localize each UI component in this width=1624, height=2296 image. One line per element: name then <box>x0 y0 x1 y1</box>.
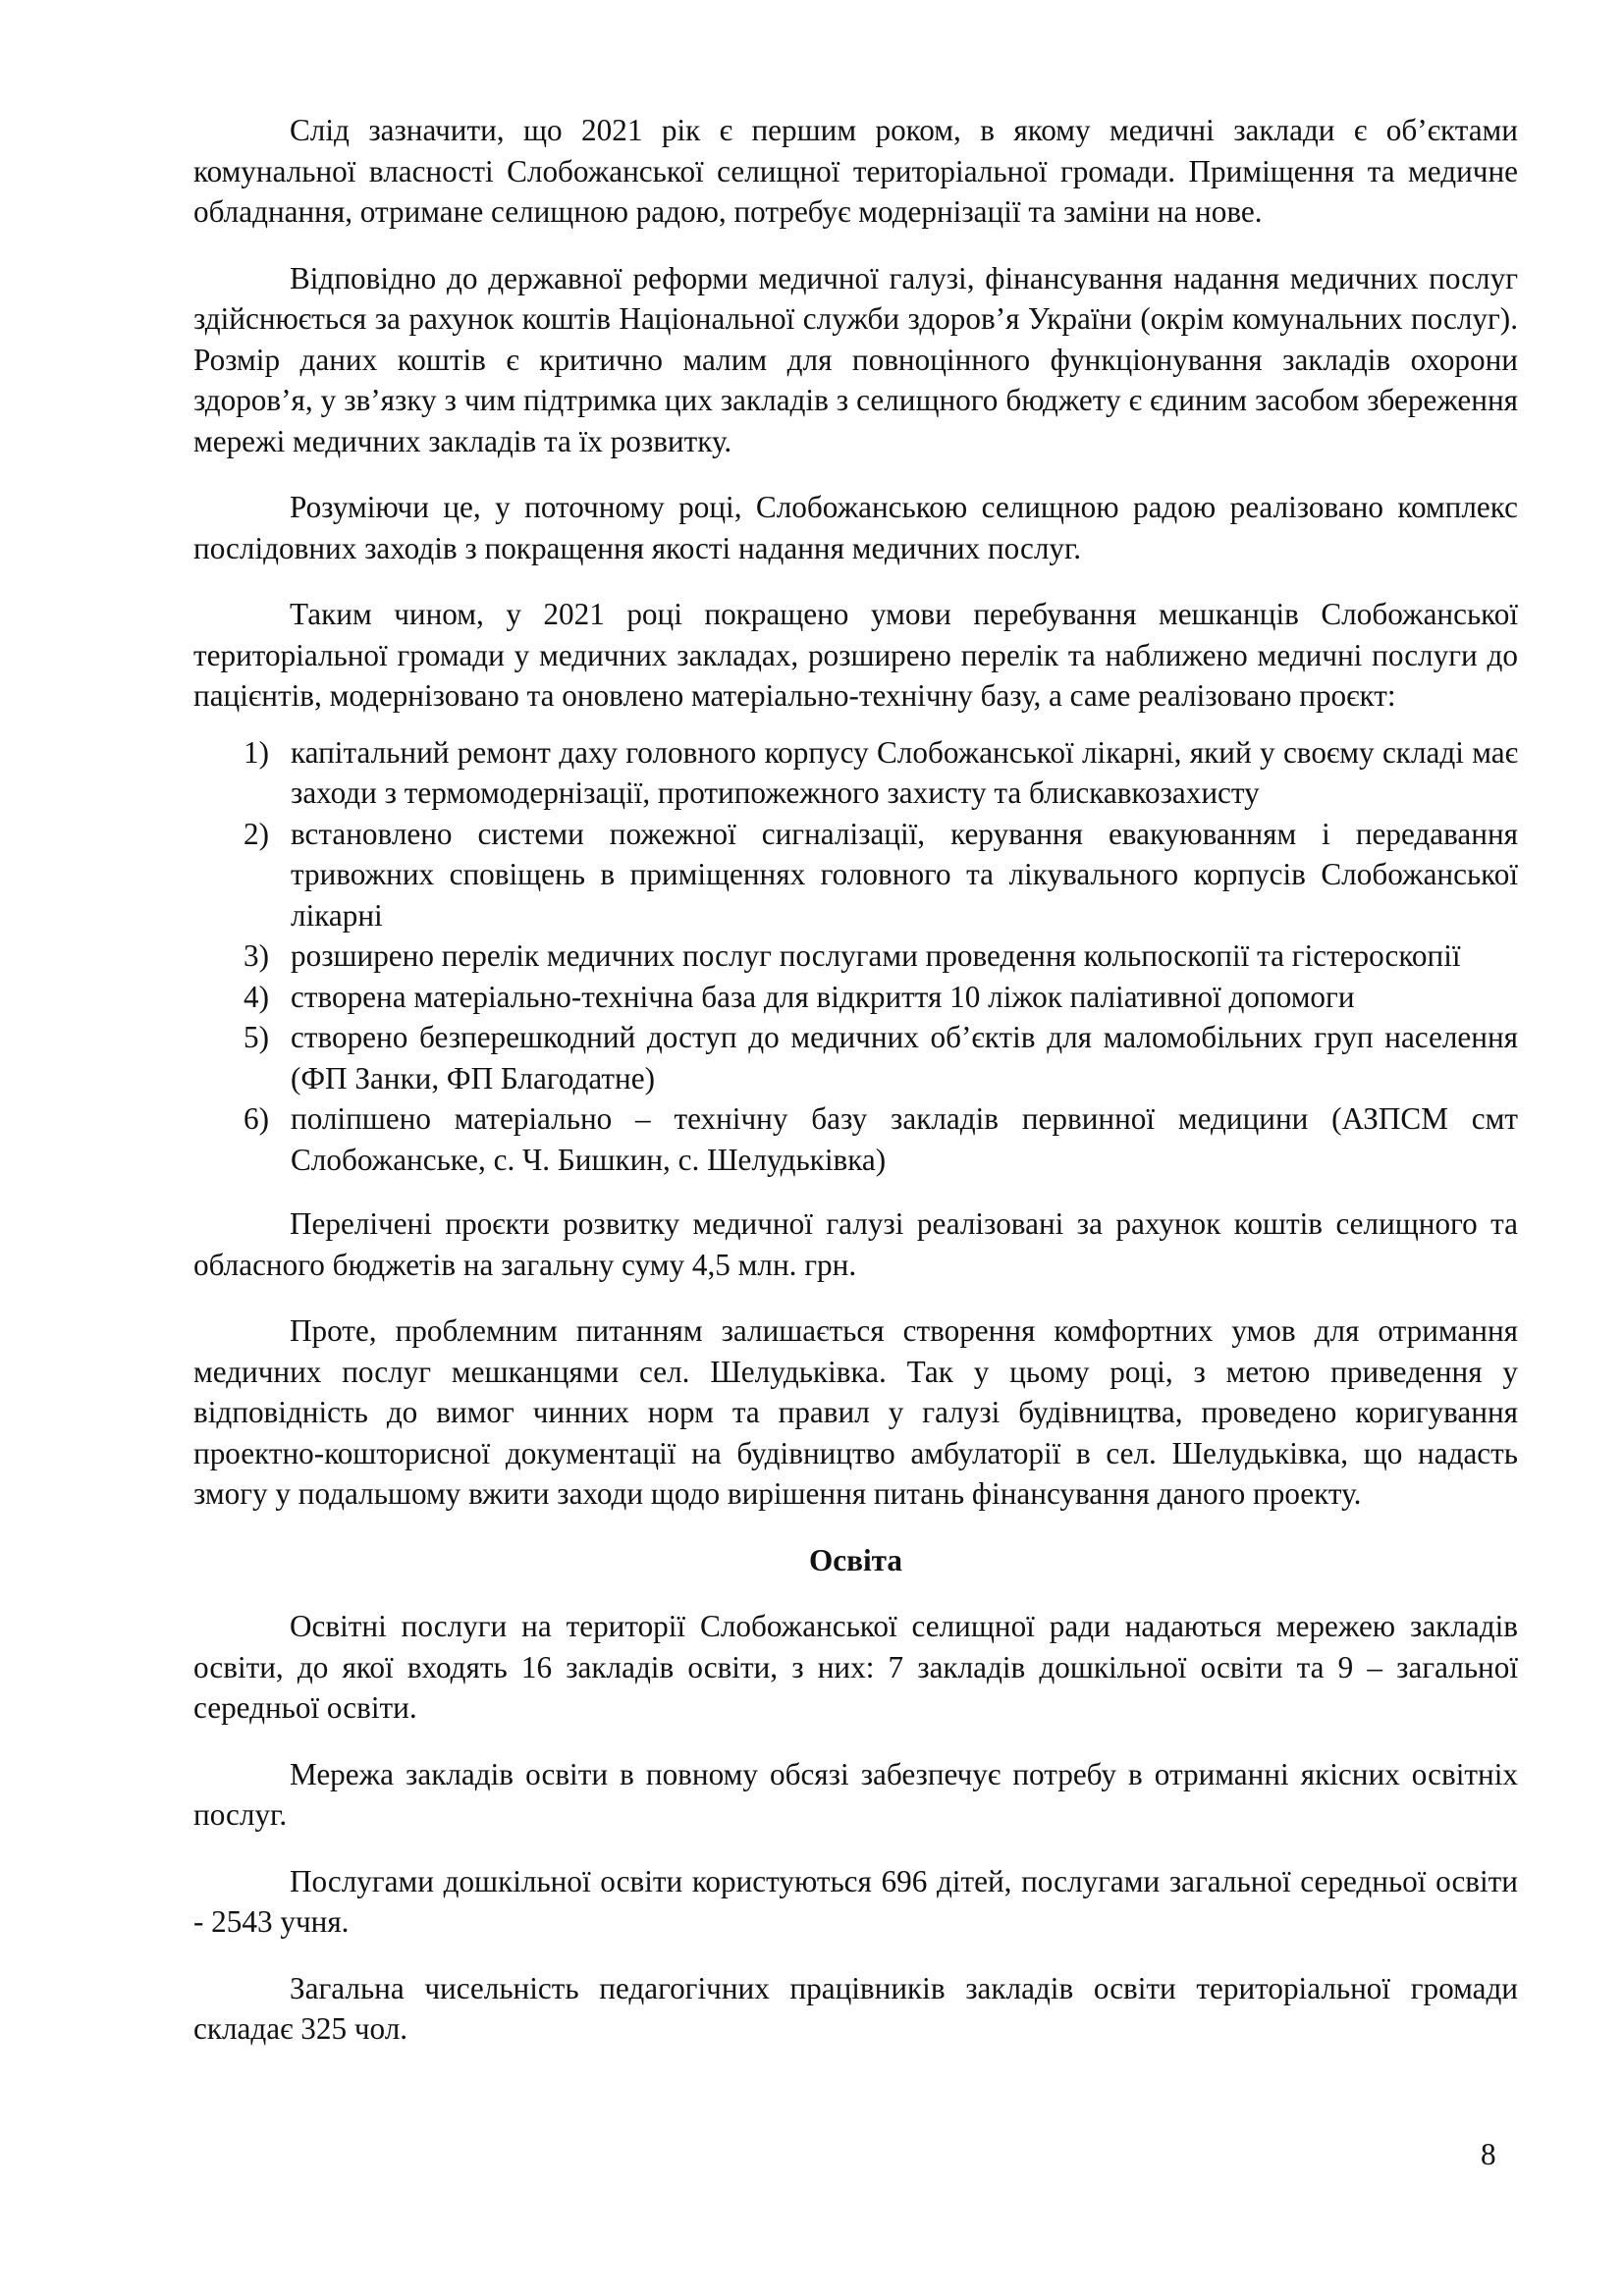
list-item-text: встановлено системи пожежної сигналізації, керування евакуюванням і передавання тривожних сповіщень в приміщеннях головного та лікувального корпусів Слобожанської лікарні <box>291 816 1518 933</box>
list-item-number: 4) <box>244 979 269 1014</box>
list-item-number: 2) <box>244 816 269 851</box>
paragraph-education-quality: Мережа закладів освіти в повному обсязі забезпечує потребу в отриманні якісних освітніх послуг. <box>193 1756 1518 1832</box>
paragraph-education-students: Послугами дошкільної освіти користуються 696 дітей, послугами загальної середньої освіти - 2543 учня. <box>193 1863 1518 1939</box>
list-item-text: розширено перелік медичних послуг послугами проведення кольпоскопії та гістероскопії <box>291 938 1461 973</box>
list-item <box>193 1017 1518 1098</box>
page-number: 8 <box>1481 2137 1496 2171</box>
list-item-number: 3) <box>244 938 269 973</box>
paragraph-education-staff: Загальна чисельність педагогічних працівників закладів освіти територіальної громади складає 325 чол. <box>193 1970 1518 2046</box>
paragraph-2021-improvements: Таким чином, у 2021 році покращено умови перебування мешканців Слобожанської територіальної громади у медичних закладах, розширено перелік та наближено медичні послуги до пацієнтів, модернізовано та оновлено матеріально-технічну базу, а саме реалізовано проєкт: <box>193 597 1518 713</box>
paragraph-municipal-ownership: Слід зазначити, що 2021 рік є першим роком, в якому медичні заклади є об’єктами комунальної власності Слобожанської селищної територіальної громади. Приміщення та медичне обладнання, отримане селищною радою, потребує модернізації та заміни на нове. <box>193 113 1518 229</box>
paragraph-sheludkivka-problem: Проте, проблемним питанням залишається створення комфортних умов для отримання медичних послуг мешканцями сел. Шелудьківка. Так у цьому році, з метою приведення у відповідність до вимог чинних норм та правил у галузі будівництва, проведено коригування проектно-кошторисної документації на будівництво амбулаторії в сел. Шелудьківка, що надасть змогу у подальшому вжити заходи щодо вирішення питань фінансування даного проекту. <box>193 1313 1518 1511</box>
paragraph-council-measures: Розуміючи це, у поточному році, Слобожанською селищною радою реалізовано комплекс послідовних заходів з покращення якості надання медичних послуг. <box>193 490 1518 565</box>
document-body <box>193 110 1518 2075</box>
paragraph-health-reform-funding: Відповідно до державної реформи медичної галузі, фінансування надання медичних послуг здійснюється за рахунок коштів Національної служби здоров’я України (окрім комунальних послуг). Розмір даних коштів є критично малим для повноцінного функціонування закладів охорони здоров’я, у зв’язку з чим підтримка цих закладів з селищного бюджету є єдиним засобом збереження мережі медичних закладів та їх розвитку. <box>193 260 1518 458</box>
list-item <box>193 1098 1518 1180</box>
projects-list <box>193 732 1518 1181</box>
list-item <box>193 814 1518 936</box>
list-item-number: 1) <box>244 734 269 770</box>
list-item-text: створена матеріально-технічна база для відкриття 10 ліжок паліативної допомоги <box>291 979 1355 1014</box>
section-heading-education: Освіта <box>809 1542 902 1577</box>
list-item-text: створено безперешкодний доступ до медичних об’єктів для маломобільних груп населення (ФП Занки, ФП Благодатне) <box>291 1020 1518 1095</box>
list-item-text: поліпшено матеріально – технічну базу закладів первинної медицини (АЗПСМ смт Слобожанське, с. Ч. Бишкин, с. Шелудьківка) <box>291 1101 1518 1177</box>
list-item <box>193 732 1518 814</box>
list-item <box>193 977 1518 1018</box>
list-item <box>193 935 1518 977</box>
list-item-number: 5) <box>244 1020 269 1054</box>
paragraph-projects-funding: Перелічені проєкти розвитку медичної галузі реалізовані за рахунок коштів селищного та обласного бюджетів на загальну суму 4,5 млн. грн. <box>193 1206 1518 1282</box>
list-item-text: капітальний ремонт даху головного корпусу Слобожанської лікарні, який у своєму складі має заходи з термомодернізації, протипожежного захисту та блискавкозахисту <box>291 734 1518 810</box>
paragraph-education-network: Освітні послуги на території Слобожанської селищної ради надаються мережею закладів освіти, до якої входять 16 закладів освіти, з них: 7 закладів дошкільної освіти та 9 – загальної середньої освіти. <box>193 1609 1518 1725</box>
list-item-number: 6) <box>244 1101 269 1136</box>
